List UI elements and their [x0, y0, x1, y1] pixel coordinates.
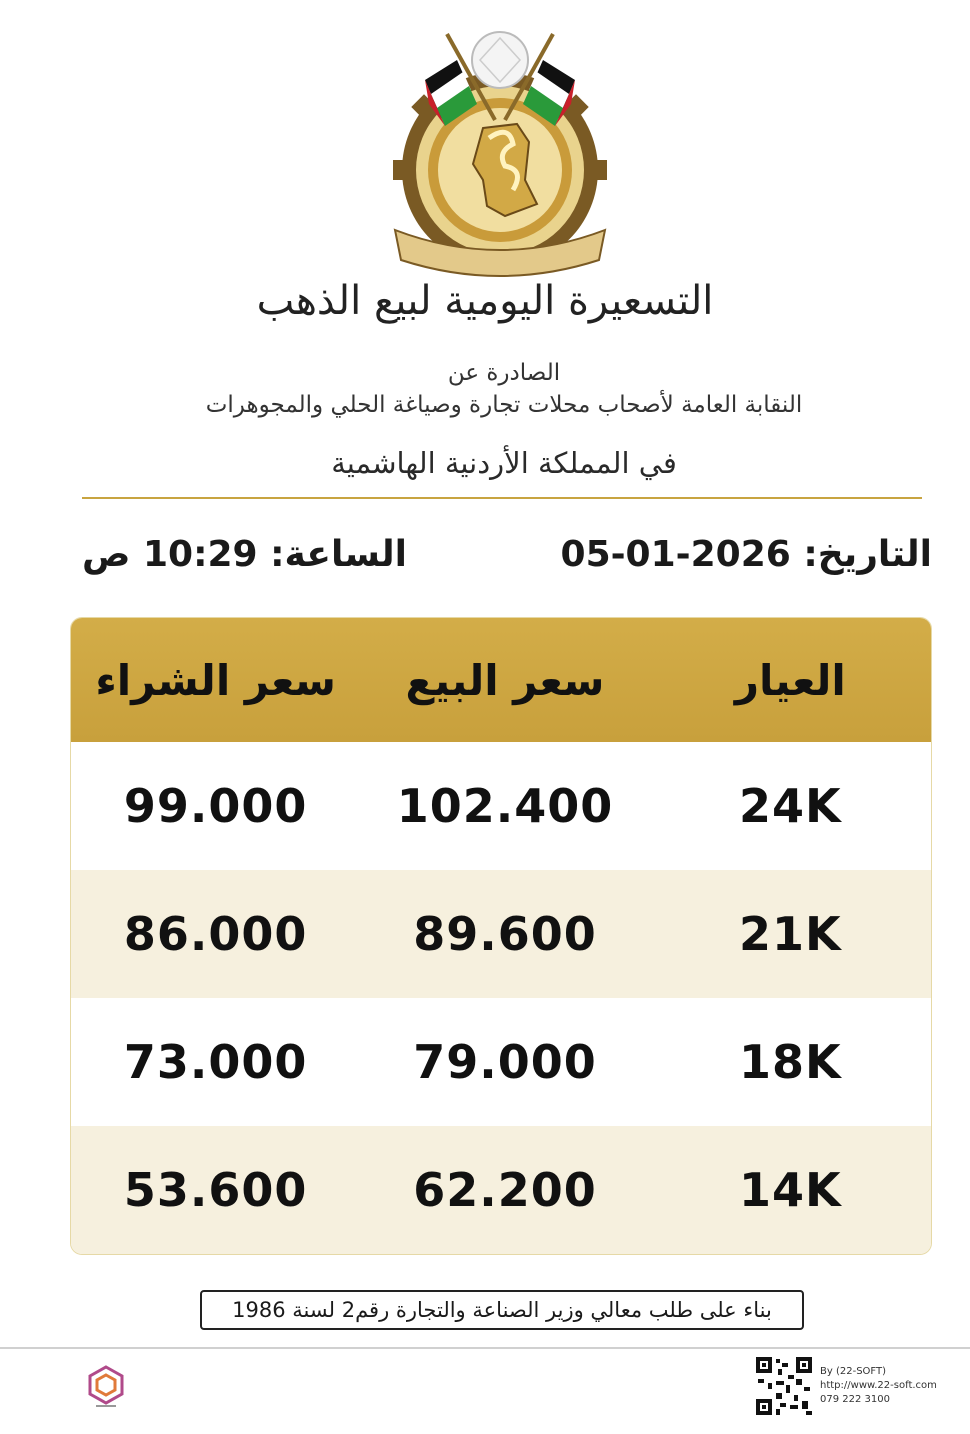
header-karat: العيار [734, 655, 846, 705]
header-buy-price: سعر الشراء [95, 655, 336, 705]
vendor-url[interactable]: http://www.22-soft.com [820, 1380, 937, 1391]
buy-price-cell: 73.000 [123, 1035, 308, 1089]
karat-cell: 24K [738, 779, 842, 833]
table-header [71, 618, 931, 742]
time-block [82, 534, 407, 575]
time-value: 10:29 [142, 534, 258, 575]
issued-by-label: الصادرة عن [447, 360, 561, 386]
22soft-logo-icon [88, 1365, 124, 1409]
header-sell-price: سعر البيع [405, 655, 605, 705]
vendor-info [820, 1365, 937, 1407]
table-row [71, 742, 931, 870]
gold-divider [82, 497, 922, 499]
sell-price-cell: 79.000 [413, 1035, 597, 1089]
date-block [561, 534, 932, 575]
date-label: التاريخ: [803, 534, 932, 575]
qr-code-icon[interactable] [756, 1357, 812, 1415]
kingdom-label: في المملكة الأردنية الهاشمية [331, 446, 677, 480]
sell-price-cell: 89.600 [413, 907, 597, 961]
time-label: الساعة: [270, 534, 407, 575]
sell-price-cell: 62.200 [413, 1163, 597, 1217]
footer-divider [0, 1347, 970, 1349]
union-name: النقابة العامة لأصحاب محلات تجارة وصياغة الحلي والمجوهرات [205, 392, 803, 418]
buy-price-cell: 86.000 [123, 907, 308, 961]
sell-price-cell: 102.400 [396, 779, 614, 833]
table-row [71, 1126, 931, 1254]
syndicate-emblem-icon [385, 20, 615, 278]
price-table [70, 617, 932, 1255]
table-row [71, 870, 931, 998]
buy-price-cell: 53.600 [123, 1163, 308, 1217]
table-row [71, 998, 931, 1126]
karat-cell: 14K [738, 1163, 842, 1217]
karat-cell: 18K [738, 1035, 842, 1089]
vendor-name: By (22-SOFT) [820, 1366, 886, 1377]
date-value: 05-01-2026 [560, 534, 791, 575]
karat-cell: 21K [738, 907, 842, 961]
page-title: التسعيرة اليومية لبيع الذهب [256, 278, 714, 324]
time-suffix: ص [82, 534, 131, 575]
vendor-phone: 079 222 3100 [820, 1394, 890, 1405]
buy-price-cell: 99.000 [123, 779, 308, 833]
legal-note: بناء على طلب معالي وزير الصناعة والتجارة رقم2 لسنة 1986 [200, 1290, 804, 1330]
